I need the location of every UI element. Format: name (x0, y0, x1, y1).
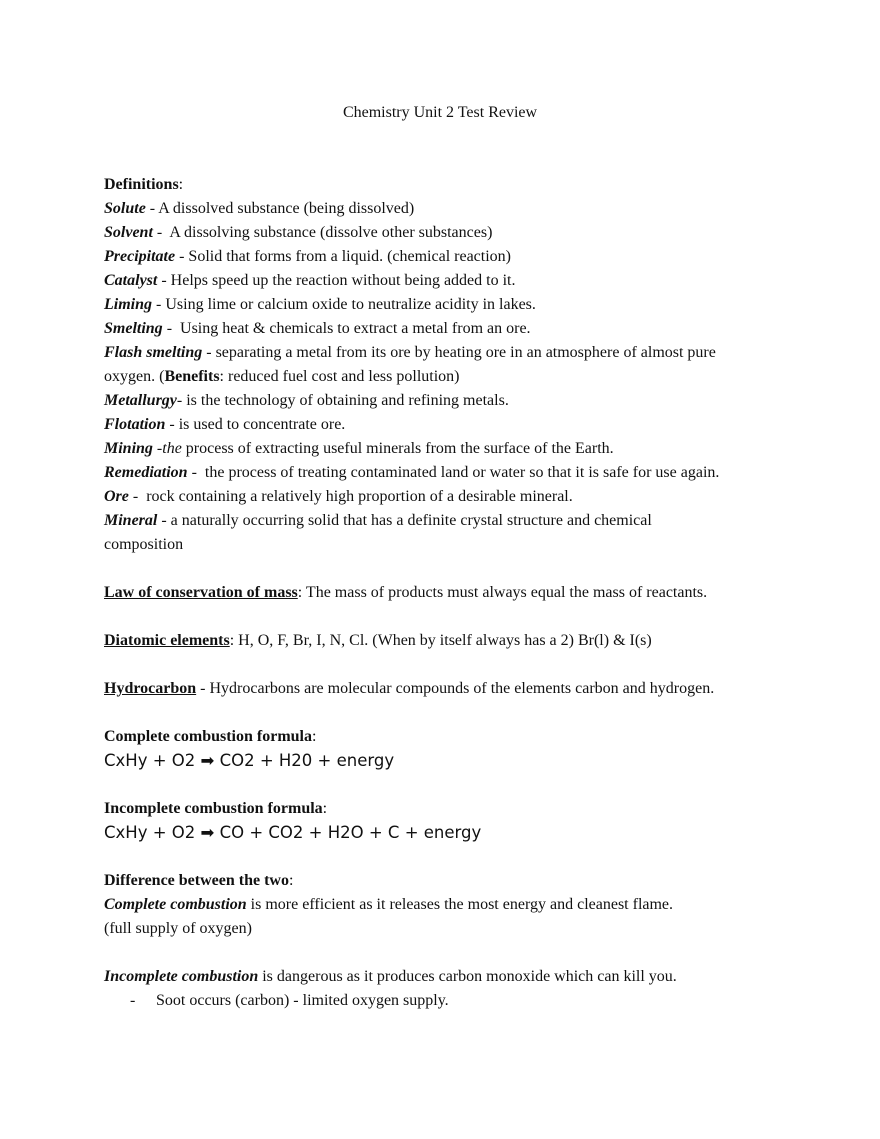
bullet-dash: - (130, 992, 136, 1009)
spacer (104, 845, 784, 869)
definition-metallurgy: Metallurgy- is the technology of obtaining and refining metals. (104, 392, 509, 409)
definition-liming: Liming - Using lime or calcium oxide to neutralize acidity in lakes. (104, 296, 536, 313)
spacer (104, 701, 784, 725)
incomplete-combustion-description: Incomplete combustion is dangerous as it produces carbon monoxide which can kill you. (104, 968, 677, 985)
definition-mining: Mining -the process of extracting useful minerals from the surface of the Earth. (104, 440, 614, 457)
definition-mineral-cont: composition (104, 536, 184, 553)
definition-flotation: Flotation - is used to concentrate ore. (104, 416, 346, 433)
spacer (104, 653, 784, 677)
document-body (104, 173, 784, 1013)
definitions-heading: Definitions: (104, 176, 184, 193)
definition-remediation: Remediation - the process of treating contaminated land or water so that it is safe for use again. (104, 464, 720, 481)
definitions-label: Definitions (104, 176, 179, 193)
definition-catalyst: Catalyst - Helps speed up the reaction without being added to it. (104, 272, 516, 289)
benefits-label: Benefits (164, 368, 220, 385)
spacer (104, 773, 784, 797)
definition-flash-smelting-cont: oxygen. (Benefits: reduced fuel cost and less pollution) (104, 368, 460, 385)
diatomic-elements: Diatomic elements: H, O, F, Br, I, N, Cl. (When by itself always has a 2) Br(l) & I(s) (104, 632, 652, 649)
incomplete-combustion-heading: Incomplete combustion formula: (104, 800, 328, 817)
incomplete-combustion-formula: CxHy + O2 ➡ CO + CO2 + H2O + C + energy (104, 823, 482, 842)
page-title: Chemistry Unit 2 Test Review (342, 104, 538, 121)
difference-heading: Difference between the two: (104, 872, 294, 889)
definition-ore: Ore - rock containing a relatively high proportion of a desirable mineral. (104, 488, 573, 505)
definition-solute: Solute - A dissolved substance (being dissolved) (104, 200, 415, 217)
definition-flash-smelting: Flash smelting - separating a metal from its ore by heating ore in an atmosphere of almost pure (104, 344, 716, 361)
complete-combustion-note: (full supply of oxygen) (104, 920, 252, 937)
definition-smelting: Smelting - Using heat & chemicals to extract a metal from an ore. (104, 320, 531, 337)
complete-combustion-heading: Complete combustion formula: (104, 728, 317, 745)
hydrocarbon-definition: Hydrocarbon - Hydrocarbons are molecular compounds of the elements carbon and hydrogen. (104, 680, 715, 697)
soot-bullet: - Soot occurs (carbon) - limited oxygen supply. (104, 989, 784, 1013)
spacer (104, 941, 784, 965)
spacer (104, 557, 784, 581)
spacer (104, 605, 784, 629)
law-conservation-mass: Law of conservation of mass: The mass of products must always equal the mass of reactants. (104, 584, 708, 601)
complete-combustion-formula: CxHy + O2 ➡ CO2 + H20 + energy (104, 751, 395, 770)
definition-solvent: Solvent - A dissolving substance (dissolve other substances) (104, 224, 493, 241)
complete-combustion-description: Complete combustion is more efficient as it releases the most energy and cleanest flame. (104, 896, 674, 913)
definition-mineral: Mineral - a naturally occurring solid that has a definite crystal structure and chemical (104, 512, 652, 529)
definition-precipitate: Precipitate - Solid that forms from a liquid. (chemical reaction) (104, 248, 511, 265)
